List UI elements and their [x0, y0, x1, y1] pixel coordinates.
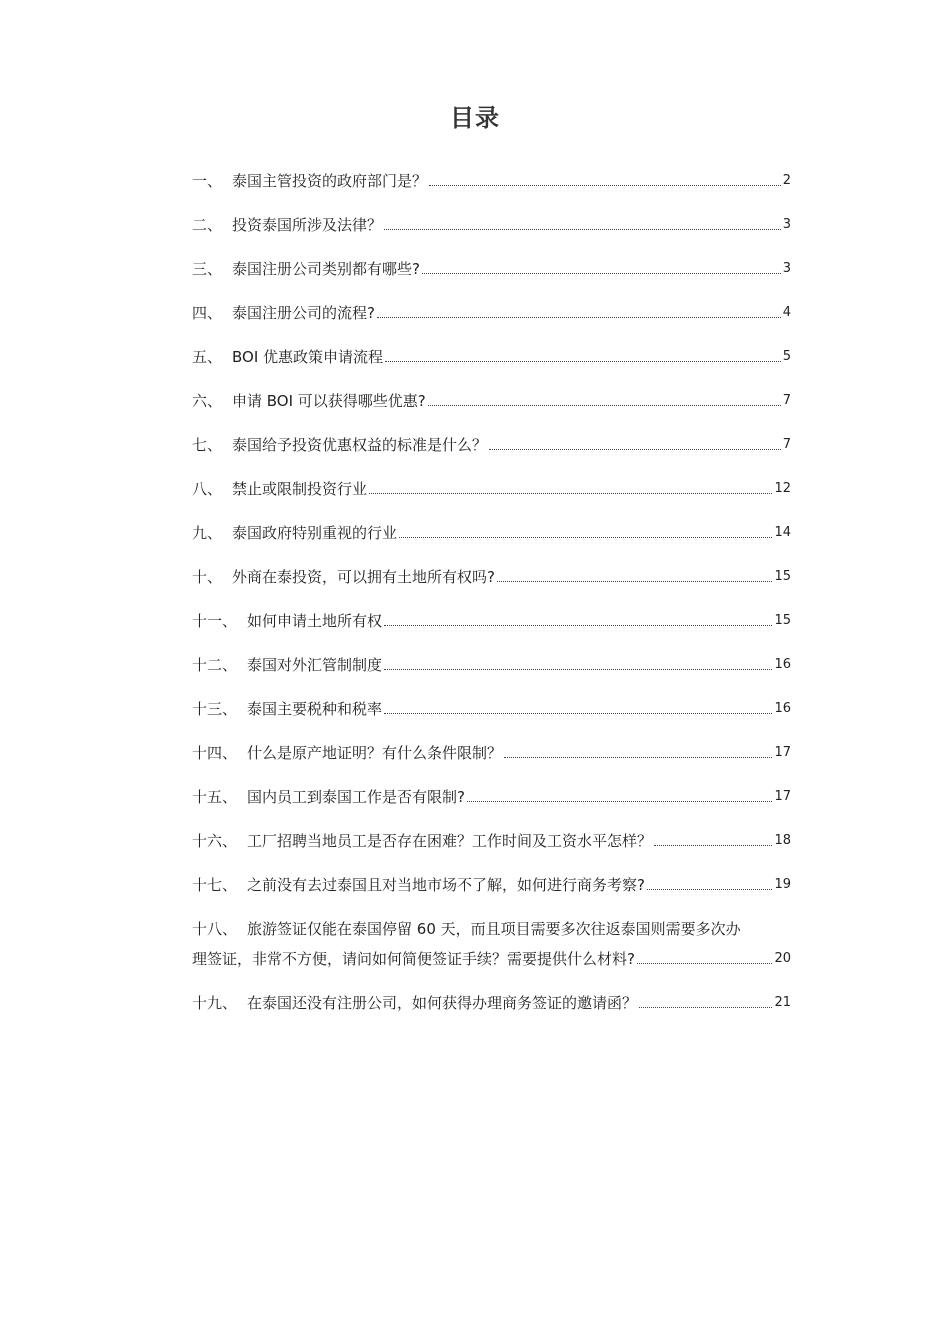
- toc-entry-page: 17: [774, 745, 791, 760]
- toc-entry-title: 泰国给予投资优惠权益的标准是什么？: [232, 436, 488, 454]
- dot-leader: [637, 945, 772, 964]
- toc-entry-page: 7: [782, 393, 791, 408]
- toc-entry-number: 九、: [192, 524, 223, 542]
- toc-entry-title: 泰国注册公司类别都有哪些?: [232, 260, 420, 278]
- toc-entry-title: 如何申请土地所有权: [247, 612, 383, 630]
- toc-entry-title: 之前没有去过泰国且对当地市场不了解，如何进行商务考察?: [247, 876, 645, 894]
- dot-leader: [504, 739, 772, 758]
- dot-leader: [384, 651, 772, 670]
- toc-entry-number: 八、: [192, 480, 223, 498]
- toc-entry-page: 19: [774, 877, 791, 892]
- toc-entry-page: 16: [774, 657, 791, 672]
- toc-entry-number: 十、: [192, 568, 223, 586]
- toc-entry-title: 外商在泰投资，可以拥有土地所有权吗?: [232, 568, 495, 586]
- toc-entry-title-continued: 理签证，非常不方便，请问如何简便签证手续？需要提供什么材料?: [192, 950, 635, 968]
- toc-entry-number: 十二、: [192, 656, 238, 674]
- dot-leader: [385, 343, 781, 362]
- dot-leader: [384, 211, 781, 230]
- toc-entry-7[interactable]: [192, 431, 791, 475]
- toc-entry-10[interactable]: [192, 563, 791, 607]
- toc-entry-page: 3: [782, 217, 791, 232]
- toc-entry-5[interactable]: [192, 343, 791, 387]
- toc-entry-page: 15: [774, 613, 791, 628]
- dot-leader: [377, 299, 781, 318]
- toc-entry-title: 禁止或限制投资行业: [232, 480, 368, 498]
- toc-entry-title: 泰国主要税种和税率: [247, 700, 383, 718]
- toc-entry-page: 21: [774, 995, 791, 1010]
- toc-entry-number: 十九、: [192, 994, 238, 1012]
- dot-leader: [429, 167, 781, 186]
- toc-entry-page: 15: [774, 569, 791, 584]
- toc-entry-13[interactable]: [192, 695, 791, 739]
- toc-entry-number: 三、: [192, 260, 223, 278]
- table-of-contents: [192, 167, 791, 1033]
- toc-entry-title: 工厂招聘当地员工是否存在困难？工作时间及工资水平怎样？: [247, 832, 653, 850]
- toc-entry-page: 14: [774, 525, 791, 540]
- toc-entry-title: 旅游签证仅能在泰国停留 60 天，而且项目需要多次往返泰国则需要多次办: [247, 920, 741, 938]
- toc-entry-page: 20: [774, 951, 791, 966]
- toc-entry-page: 3: [782, 261, 791, 276]
- toc-entry-14[interactable]: [192, 739, 791, 783]
- toc-entry-line: [192, 915, 791, 945]
- toc-entry-page: 5: [782, 349, 791, 364]
- toc-entry-11[interactable]: [192, 607, 791, 651]
- dot-leader: [428, 387, 781, 406]
- dot-leader: [384, 695, 772, 714]
- toc-entry-number: 六、: [192, 392, 223, 410]
- toc-entry-title: 泰国对外汇管制制度: [247, 656, 383, 674]
- toc-entry-19[interactable]: [192, 989, 791, 1033]
- dot-leader: [639, 989, 772, 1008]
- dot-leader: [647, 871, 772, 890]
- page-title: 目录: [450, 104, 500, 132]
- toc-entry-16[interactable]: [192, 827, 791, 871]
- toc-entry-title: 投资泰国所涉及法律？: [232, 216, 383, 234]
- toc-entry-8[interactable]: [192, 475, 791, 519]
- toc-entry-title: 在泰国还没有注册公司，如何获得办理商务签证的邀请函？: [247, 994, 638, 1012]
- toc-entry-9[interactable]: [192, 519, 791, 563]
- toc-entry-page: 16: [774, 701, 791, 716]
- toc-entry-page: 7: [782, 437, 791, 452]
- toc-entry-page: 17: [774, 789, 791, 804]
- dot-leader: [422, 255, 781, 274]
- toc-entry-number: 十七、: [192, 876, 238, 894]
- toc-entry-1[interactable]: [192, 167, 791, 211]
- toc-entry-number: 十四、: [192, 744, 238, 762]
- toc-entry-title: 什么是原产地证明？有什么条件限制？: [247, 744, 503, 762]
- toc-entry-title: 国内员工到泰国工作是否有限制?: [247, 788, 465, 806]
- toc-entry-17[interactable]: [192, 871, 791, 915]
- toc-entry-number: 十八、: [192, 920, 238, 938]
- toc-entry-number: 四、: [192, 304, 223, 322]
- toc-entry-2[interactable]: [192, 211, 791, 255]
- toc-entry-12[interactable]: [192, 651, 791, 695]
- toc-entry-18[interactable]: [192, 915, 791, 989]
- dot-leader: [654, 827, 772, 846]
- toc-entry-3[interactable]: [192, 255, 791, 299]
- toc-entry-title: 申请 BOI 可以获得哪些优惠?: [232, 392, 426, 410]
- toc-entry-page: 2: [782, 173, 791, 188]
- toc-entry-page: 4: [782, 305, 791, 320]
- toc-entry-number: 二、: [192, 216, 223, 234]
- toc-entry-page: 18: [774, 833, 791, 848]
- toc-entry-line: [192, 945, 791, 975]
- dot-leader: [369, 475, 772, 494]
- toc-entry-title: 泰国政府特别重视的行业: [232, 524, 398, 542]
- toc-entry-number: 七、: [192, 436, 223, 454]
- dot-leader: [489, 431, 781, 450]
- toc-entry-number: 十三、: [192, 700, 238, 718]
- dot-leader: [467, 783, 772, 802]
- dot-leader: [497, 563, 772, 582]
- toc-entry-title: BOI 优惠政策申请流程: [232, 348, 384, 366]
- toc-entry-15[interactable]: [192, 783, 791, 827]
- dot-leader: [384, 607, 772, 626]
- toc-entry-number: 十五、: [192, 788, 238, 806]
- toc-entry-number: 五、: [192, 348, 223, 366]
- toc-entry-title: 泰国注册公司的流程?: [232, 304, 375, 322]
- toc-entry-number: 一、: [192, 172, 223, 190]
- toc-entry-page: 12: [774, 481, 791, 496]
- toc-entry-number: 十一、: [192, 612, 238, 630]
- toc-entry-4[interactable]: [192, 299, 791, 343]
- toc-entry-number: 十六、: [192, 832, 238, 850]
- toc-entry-6[interactable]: [192, 387, 791, 431]
- toc-entry-title: 泰国主管投资的政府部门是？: [232, 172, 428, 190]
- dot-leader: [399, 519, 772, 538]
